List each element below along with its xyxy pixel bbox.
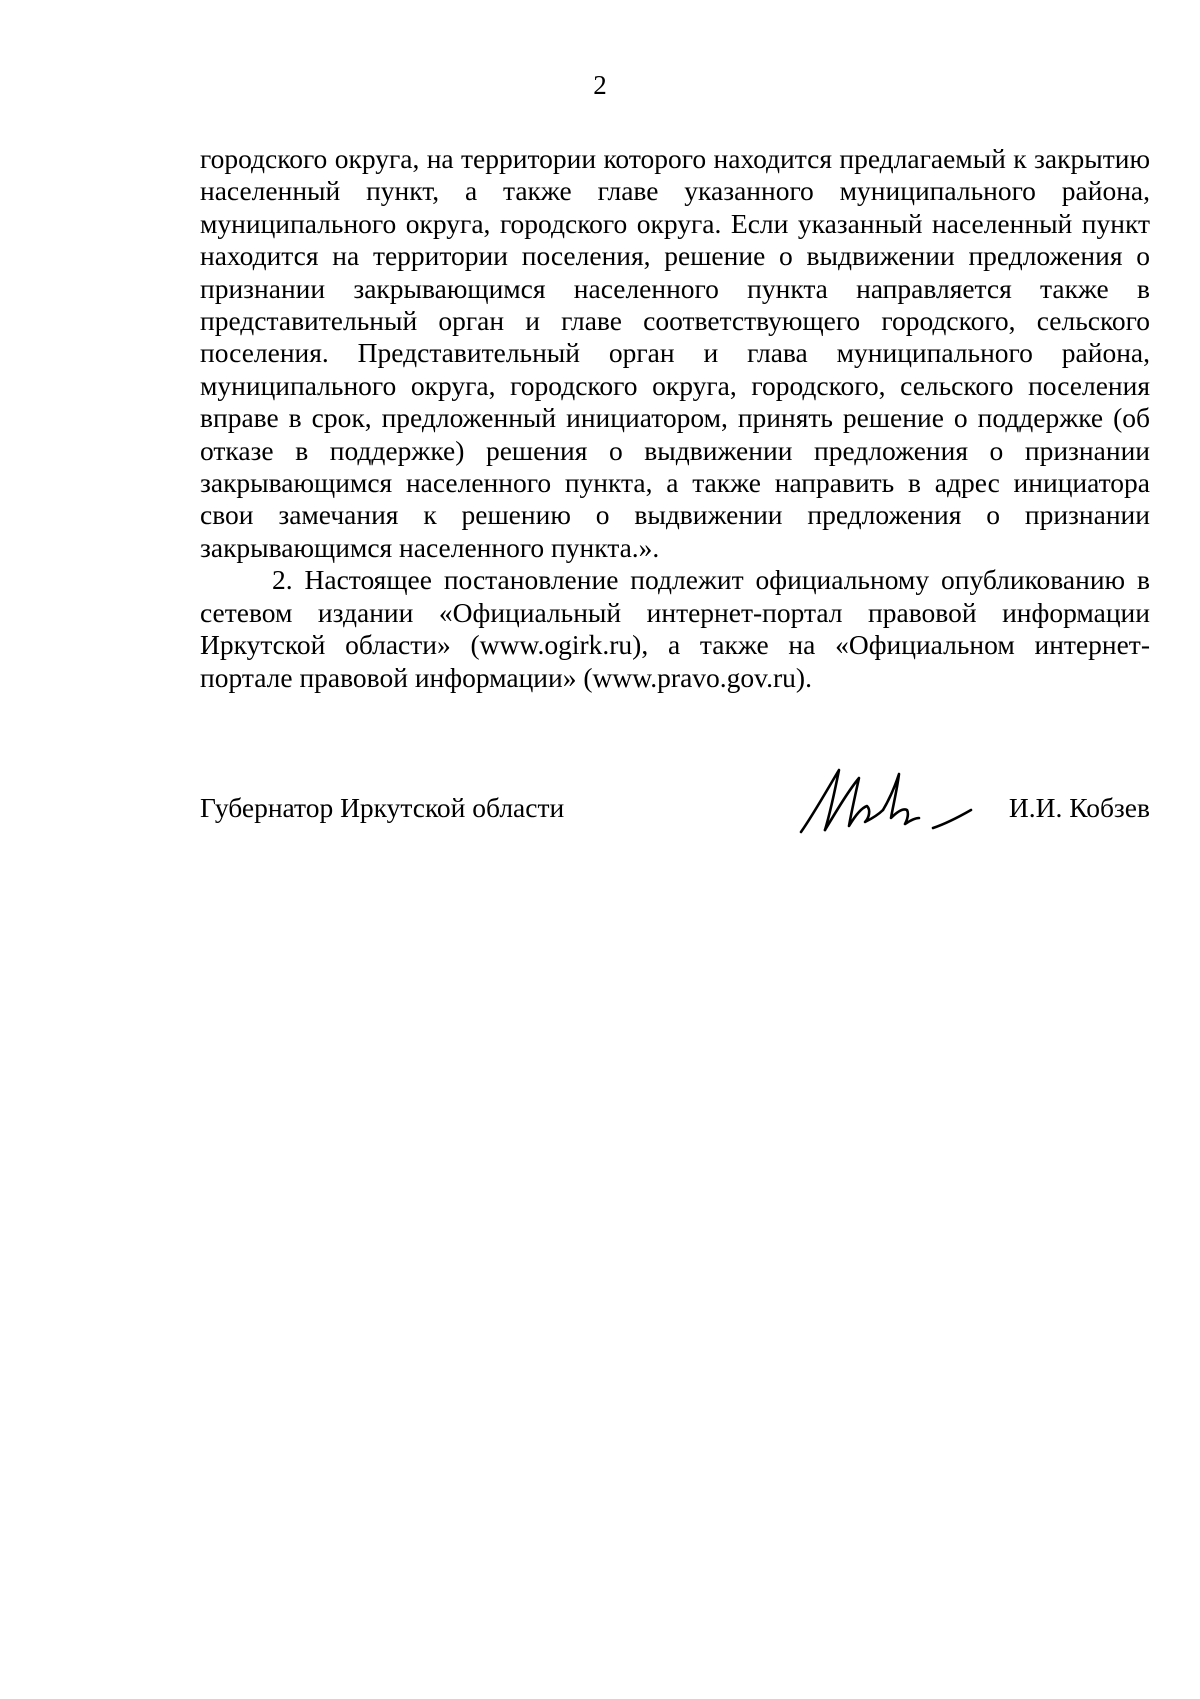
handwritten-signature-icon <box>795 760 985 840</box>
paragraph-publication: 2. Настоящее постановление подлежит официальному опубликованию в сетевом издании «Официальный интернет-портал правовой информации Иркутской области» (www.ogirk.ru), а также на «Официальном интернет-портале правовой информации» (www.pravo.gov.ru). <box>200 564 1150 693</box>
paragraph-continuation: городского округа, на территории которого находится предлагаемый к закрытию населенный пункт, а также главе указанного муниципального района, муниципального округа, городского округа. Если указанный населенный пункт находится на территории поселения, решение о выдвижении предложения о признании закрывающимся населенного пункта направляется также в представительный орган и главе соответствующего городского, сельского поселения. Представительный орган и глава муниципального района, муниципального округа, городского округа, городского, сельского поселения вправе в срок, предложенный инициатором, принять решение о поддержке (об отказе в поддержке) решения о выдвижении предложения о признании закрывающимся населенного пункта, а также направить в адрес инициатора свои замечания к решению о выдвижении предложения о признании закрывающимся населенного пункта.». <box>200 143 1150 563</box>
document-body <box>200 143 1150 694</box>
page-number: 2 <box>593 70 607 100</box>
signatory-position: Губернатор Иркутской области <box>200 792 565 823</box>
signature-block <box>200 760 1150 850</box>
signatory-name: И.И. Кобзев <box>1008 792 1150 823</box>
